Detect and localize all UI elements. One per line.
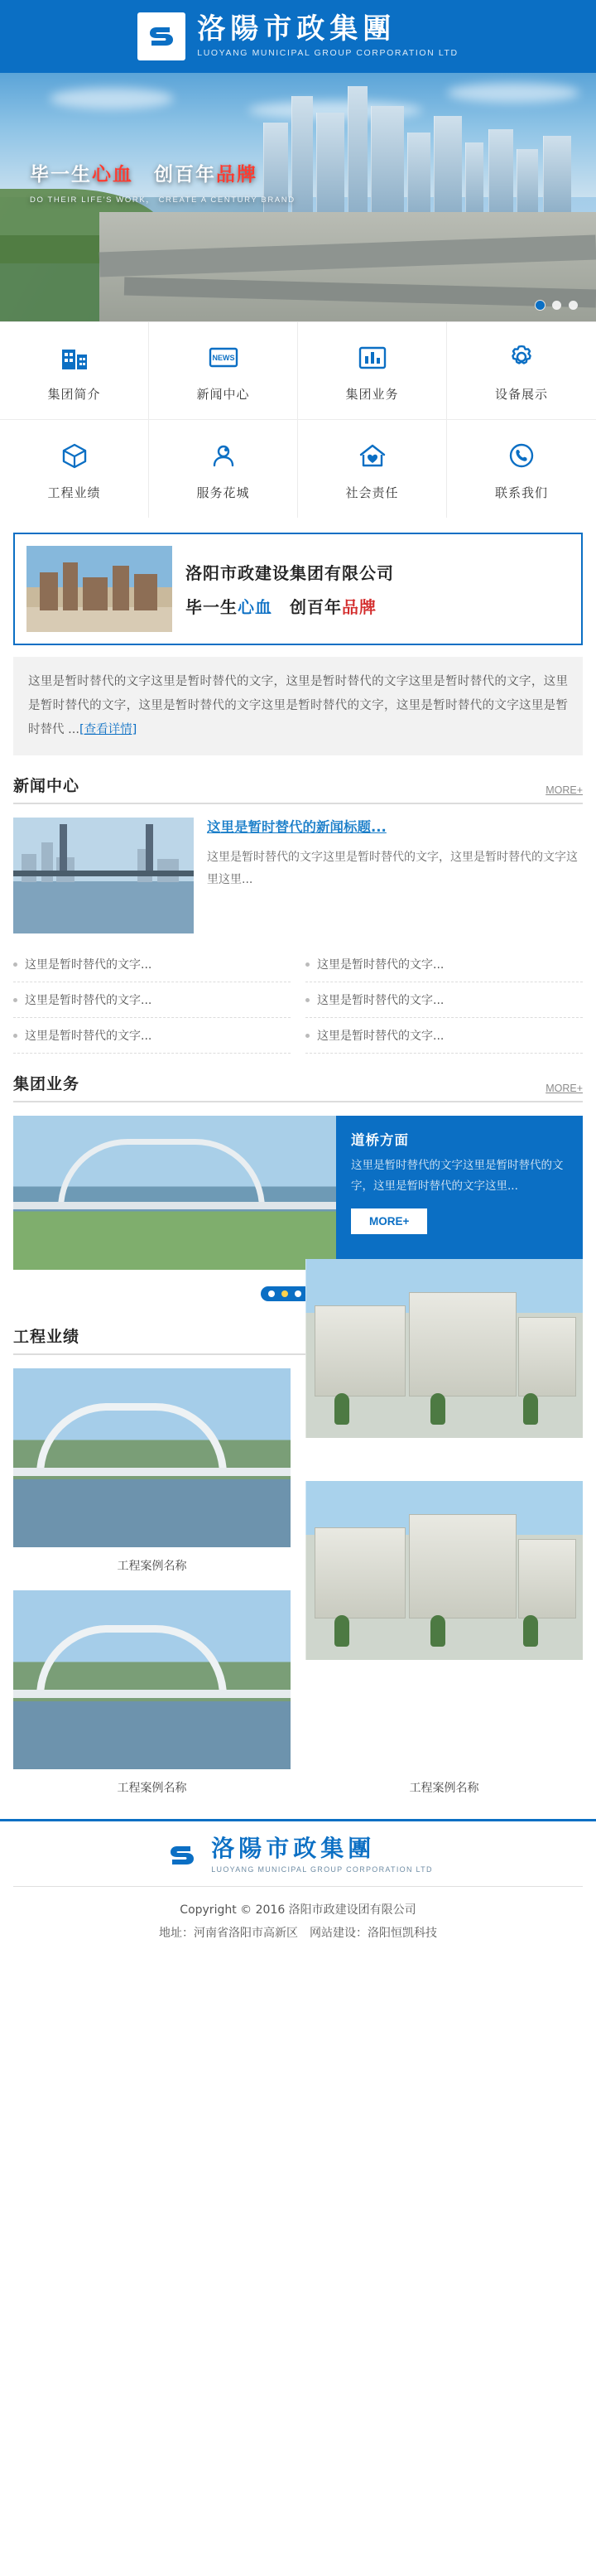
site-footer [0,1819,596,1960]
svg-text:NEWS: NEWS [212,354,234,362]
s-monogram-icon [137,12,185,60]
bullet-icon [305,998,310,1002]
gear-icon [503,339,540,375]
quick-nav-grid [0,321,596,518]
project-card[interactable] [13,1368,291,1575]
skyscraper-shape [488,129,513,212]
news-list-item[interactable] [13,1018,291,1054]
footer-title-cn: 洛陽市政集團 [211,1835,376,1862]
nav-label: 新闻中心 [196,387,250,402]
footer-logo-text [211,1837,433,1874]
hero-dot-1[interactable] [536,301,545,310]
hero-title [30,159,296,186]
hero-caption [30,159,296,205]
about-slogan [185,594,570,618]
news-list [13,947,583,1054]
news-list-item[interactable] [305,982,583,1018]
nav-item-social-responsibility[interactable] [298,420,447,518]
footer-info [0,1887,596,1960]
slogan-part2: 创百年 [272,597,342,617]
logo-title-en: LUOYANG MUNICIPAL GROUP CORPORATION LTD [197,48,459,59]
cloud-shape [447,83,579,103]
business-section-header [13,1072,583,1102]
nav-label: 工程业绩 [47,485,101,500]
skyscraper-shape [543,136,571,212]
logo-title-cn: 洛陽市政集團 [197,12,397,46]
news-icon [205,339,242,375]
skyscraper-shape [465,142,483,212]
projects-grid [13,1368,583,1797]
office-building-photo[interactable] [305,1481,583,1660]
bar-chart-icon [354,339,391,375]
project-card[interactable] [13,1590,291,1797]
s-monogram-icon [163,1836,201,1874]
cloud-shape [50,88,174,109]
skyscraper-shape [517,149,538,212]
news-feature-body [207,818,583,933]
project-caption: 工程案例名称 [117,1782,187,1795]
arch-bridge-photo[interactable] [13,1590,291,1769]
hero-subtitle: DO THEIR LIFE'S WORK， CREATE A CENTURY BRAND [30,195,296,205]
business-more-button[interactable]: MORE+ [351,1208,427,1234]
company-name: 洛阳市政建设集团有限公司 [185,563,394,583]
business-section-title: 集团业务 [13,1075,80,1093]
arch-bridge-photo[interactable] [13,1368,291,1547]
news-list-item[interactable] [305,1018,583,1054]
bullet-icon [13,1034,17,1038]
news-section-title: 新闻中心 [13,777,80,795]
news-list-item-label: 这里是暂时替代的文字... [25,994,152,1007]
nav-label: 集团业务 [345,387,399,402]
footer-title-en: LUOYANG MUNICIPAL GROUP CORPORATION LTD [211,1865,433,1874]
news-headline[interactable]: 这里是暂时替代的新闻标题... [207,819,387,835]
news-section-header [13,774,583,804]
nav-item-group-business[interactable] [298,322,447,420]
hero-dot-3[interactable] [569,301,578,310]
hero-dot-2[interactable] [552,301,561,310]
hero-title-part1: 毕一生 [30,164,92,186]
skyscraper-shape [407,133,430,212]
footer-copyright: Copyright © 2016 洛阳市政建设团有限公司 [180,1903,416,1917]
hero-title-part2: 创百年 [133,164,216,186]
skyscraper-shape [316,113,344,212]
about-card[interactable] [13,533,583,645]
project-card[interactable] [305,1590,583,1797]
business-dot-1[interactable] [268,1290,275,1297]
nav-item-service[interactable] [149,420,298,518]
city-plaza-photo [26,546,172,632]
nav-label: 集团简介 [47,387,101,402]
business-slide-info [336,1116,583,1270]
site-header [0,0,596,73]
news-list-item-label: 这里是暂时替代的文字... [25,1030,152,1043]
bullet-icon [13,962,17,967]
news-list-item-label: 这里是暂时替代的文字... [317,958,445,972]
nav-item-company-profile[interactable] [0,322,149,420]
footer-address: 地址：河南省洛阳市高新区 网站建设：洛阳恒凯科技 [159,1927,437,1940]
news-list-item-label: 这里是暂时替代的文字... [317,994,445,1007]
news-list-item[interactable] [13,982,291,1018]
hero-title-accent1: 心血 [92,164,133,186]
business-dot-3[interactable] [295,1290,301,1297]
business-slide-title: 道桥方面 [351,1132,409,1148]
project-caption: 工程案例名称 [117,1560,187,1573]
skyscraper-shape [434,116,462,212]
skyscraper-shape [371,106,404,212]
nav-item-projects[interactable] [0,420,149,518]
news-list-item-label: 这里是暂时替代的文字... [25,958,152,972]
hero-pagination[interactable] [536,301,578,310]
slogan-accent1: 心血 [238,597,272,617]
about-description-text: 这里是暂时替代的文字这里是暂时替代的文字，这里是暂时替代的文字这里是暂时替代的文字，这里是暂时替代的文字，这里是暂时替代的文字这里是暂时替代的文字，这里是暂时替代的文字这里是暂时替代 ... [28,675,568,736]
bullet-icon [305,962,310,967]
news-excerpt: 这里是暂时替代的文字这里是暂时替代的文字，这里是暂时替代的文字这里这里... [207,850,578,887]
slogan-accent2: 品牌 [342,597,377,617]
site-logo[interactable] [137,12,458,60]
about-more-link[interactable]: [查看详情] [79,723,137,736]
about-text [185,560,570,618]
nav-label: 设备展示 [494,387,548,402]
business-more-link[interactable]: MORE+ [546,1083,583,1094]
nav-item-news-center[interactable] [149,322,298,420]
business-dot-2[interactable] [281,1290,288,1297]
nav-item-equipment[interactable] [447,322,596,420]
bridge-city-photo[interactable] [13,818,194,933]
user-icon [205,437,242,474]
nav-label: 联系我们 [494,485,548,500]
phone-icon [503,437,540,474]
nav-label: 服务花城 [196,485,250,500]
hero-banner[interactable] [0,73,596,321]
news-list-item[interactable] [305,947,583,982]
bullet-icon [13,998,17,1002]
bullet-icon [305,1034,310,1038]
arch-bridge-photo[interactable] [13,1116,336,1270]
news-feature[interactable] [13,818,583,933]
business-slide[interactable] [13,1116,583,1270]
building-icon [56,339,93,375]
skyscraper-shape [348,86,368,212]
news-more-link[interactable]: MORE+ [546,784,583,796]
about-description [13,657,583,755]
news-list-item-label: 这里是暂时替代的文字... [317,1030,445,1043]
nav-label: 社会责任 [345,485,399,500]
office-building-photo[interactable] [305,1259,583,1438]
project-caption: 工程案例名称 [409,1782,479,1795]
slogan-part1: 毕一生 [185,597,238,617]
news-list-item[interactable] [13,947,291,982]
nav-item-contact[interactable] [447,420,596,518]
footer-logo[interactable] [0,1821,596,1886]
cube-icon [56,437,93,474]
logo-text [197,12,459,59]
home-heart-icon [354,437,391,474]
hero-title-accent2: 品牌 [216,164,257,186]
projects-section-title: 工程业绩 [13,1328,80,1346]
business-slide-text: 这里是暂时替代的文字这里是暂时替代的文字，这里是暂时替代的文字这里... [351,1159,564,1193]
